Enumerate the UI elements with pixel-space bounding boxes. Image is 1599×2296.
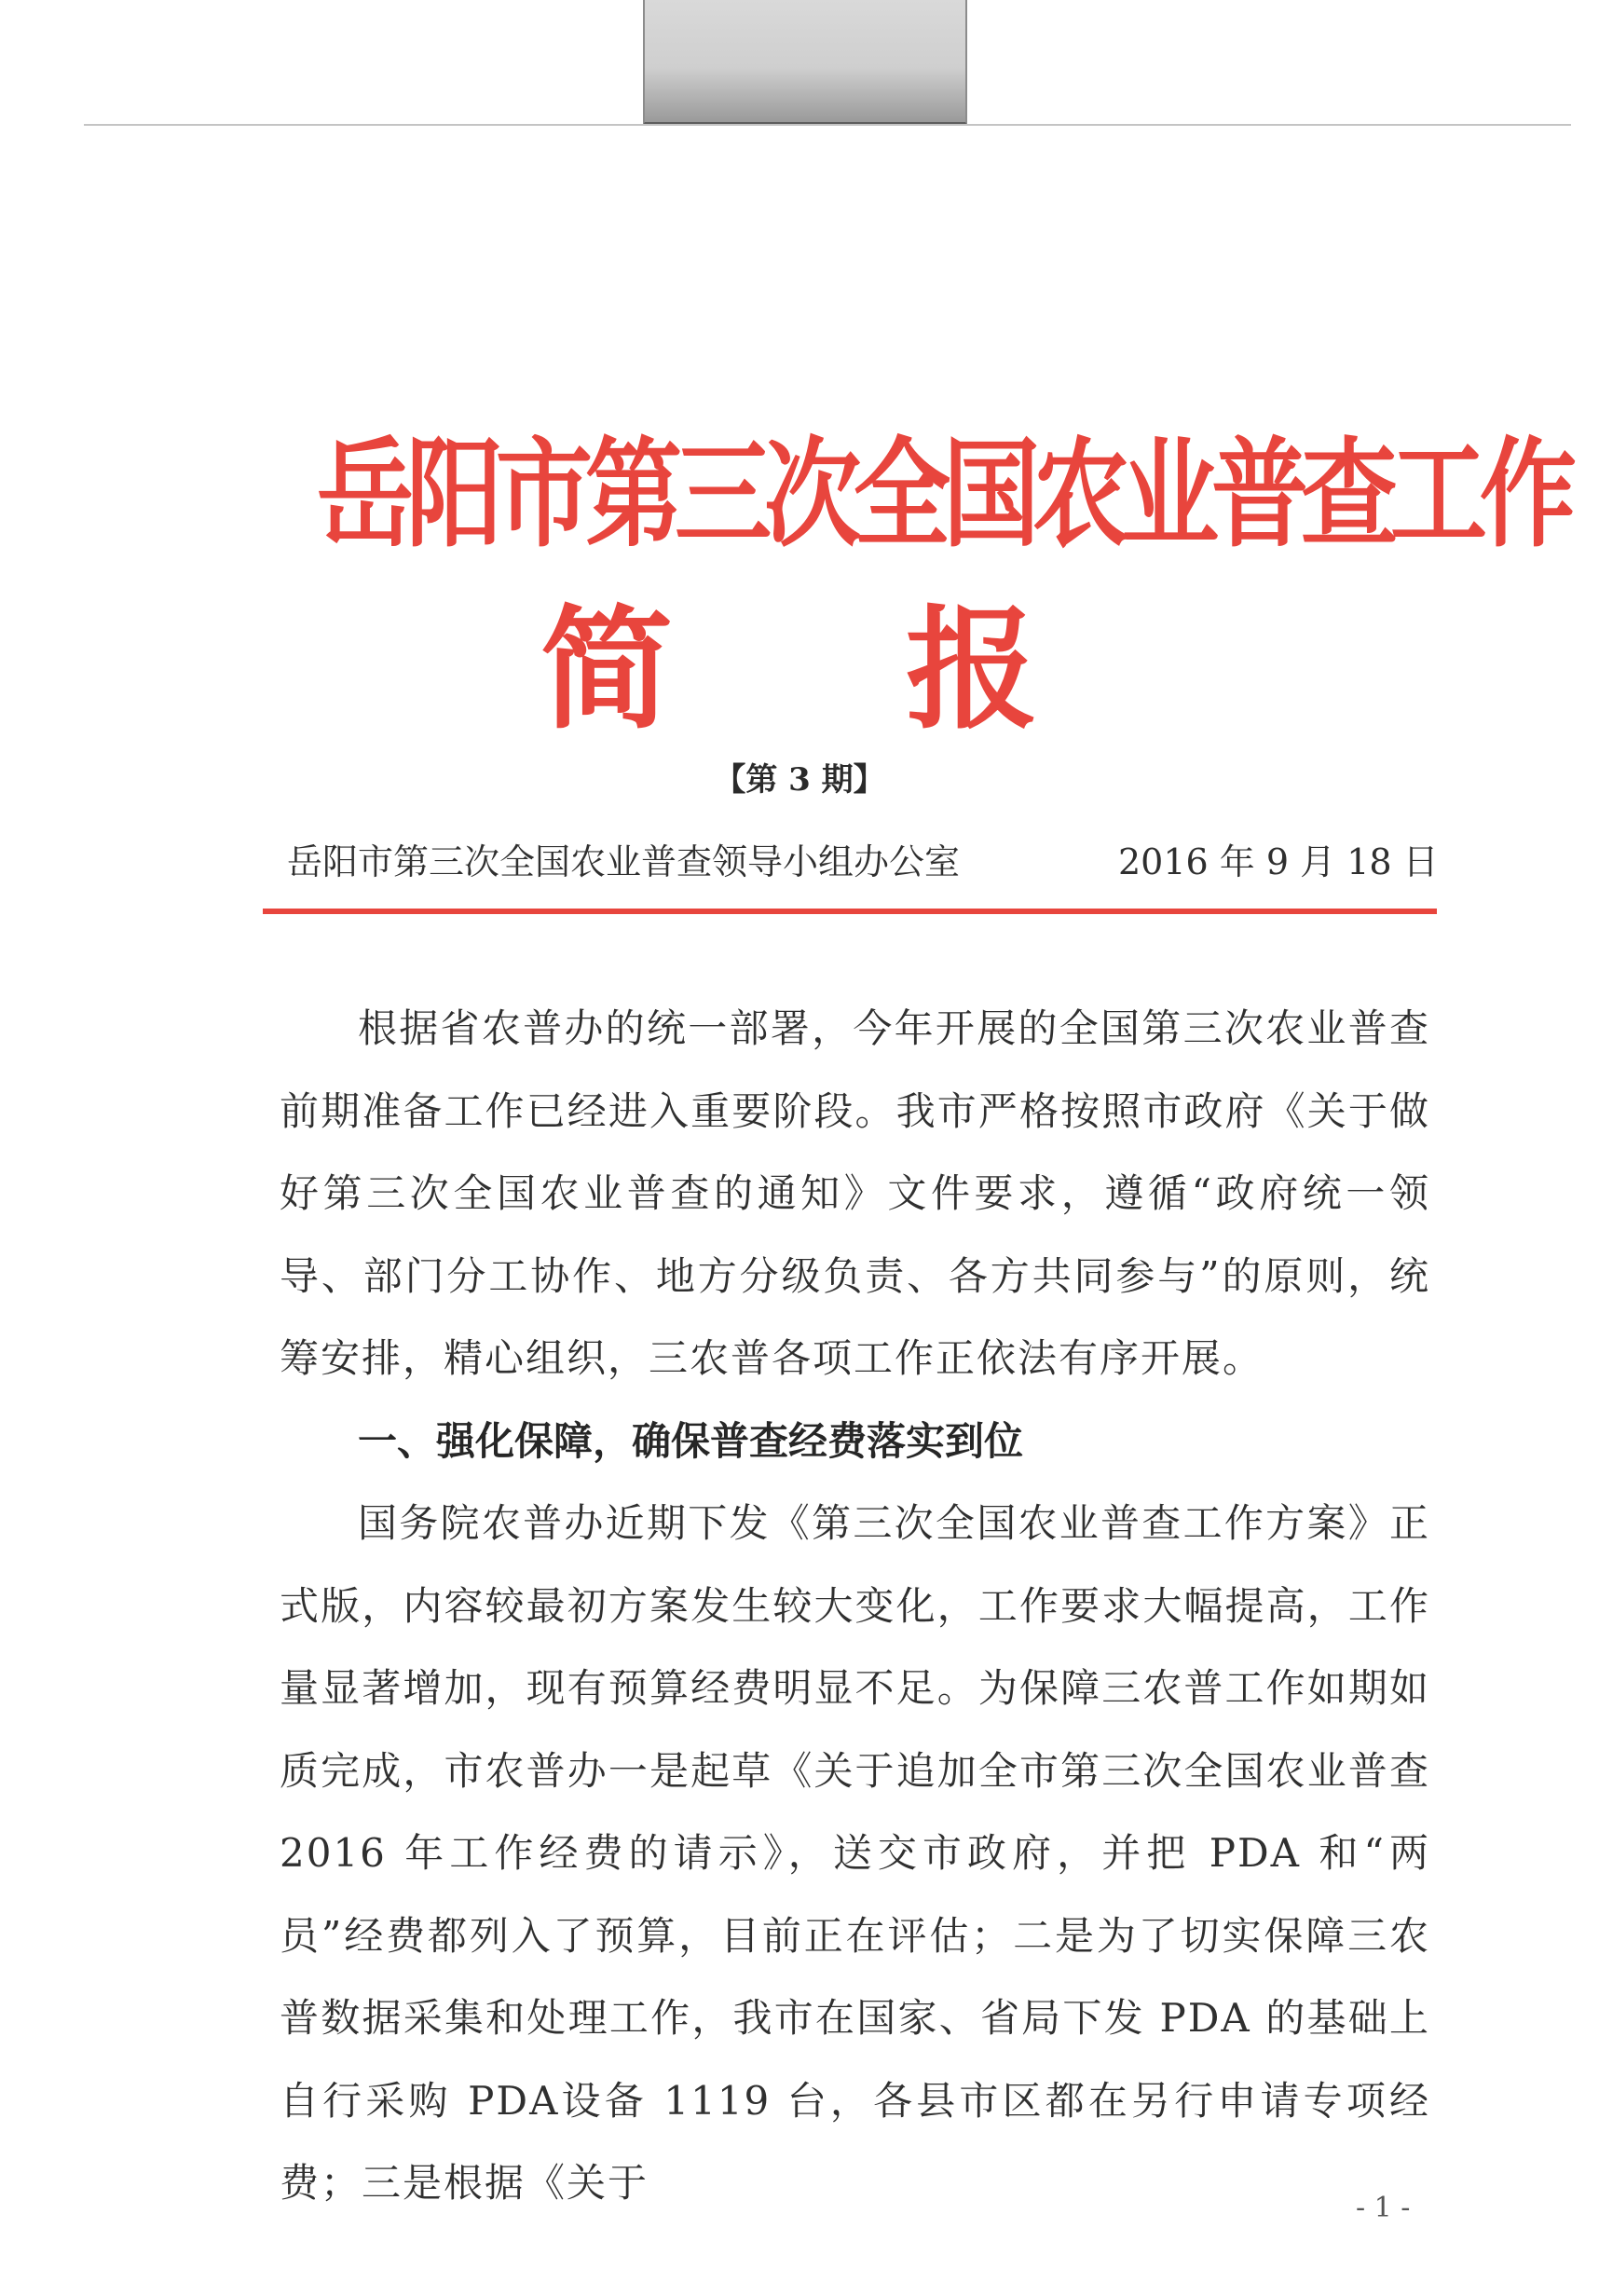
section-heading: 一、强化保障，确保普查经费落实到位 [358,1417,1024,1464]
scanner-clip-shadow [643,0,967,125]
document-body [280,988,1430,2225]
section-paragraph: 国务院农普办近期下发《第三次全国农业普查工作方案》正式版，内容较最初方案发生较大变化，工作要求大幅提高，工作量显著增加，现有预算经费明显不足。为保障三农普工作如期如质完成，市农普办一是起草《关于追加全市第三次全国农业普查2016 年工作经费的请示》，送交市政府，并把 PDA 和“两员”经费都列入了预算，目前正在评估；二是为了切实保障三农普数据采集和处理工作，我市在国家、省局下发 PDA 的基础上自行采购 PDA设备 1119 台，各县市区都在另行申请专项经费；三是根据《关于 [280,1500,1430,2206]
page-number: - 1 - [1356,2192,1411,2224]
issuing-office: 岳阳市第三次全国农业普查领导小组办公室 [287,841,961,882]
page-edge-line [84,124,1571,126]
red-separator-line [263,909,1437,914]
intro-paragraph: 根据省农普办的统一部署，今年开展的全国第三次农业普查前期准备工作已经进入重要阶段。我市严格按照市政府《关于做好第三次全国农业普查的通知》文件要求，遵循“政府统一领导、部门分工协作、地方分级负责、各方共同参与”的原则，统筹安排，精心组织，三农普各项工作正依法有序开展。 [280,1005,1430,1381]
masthead-title: 岳阳市第三次全国农业普查工作 [317,423,1570,564]
issue-number: 【第 3 期】 [714,761,885,799]
report-title: 简报 [540,594,1271,747]
issue-date: 2016 年 9 月 18 日 [1118,841,1439,882]
